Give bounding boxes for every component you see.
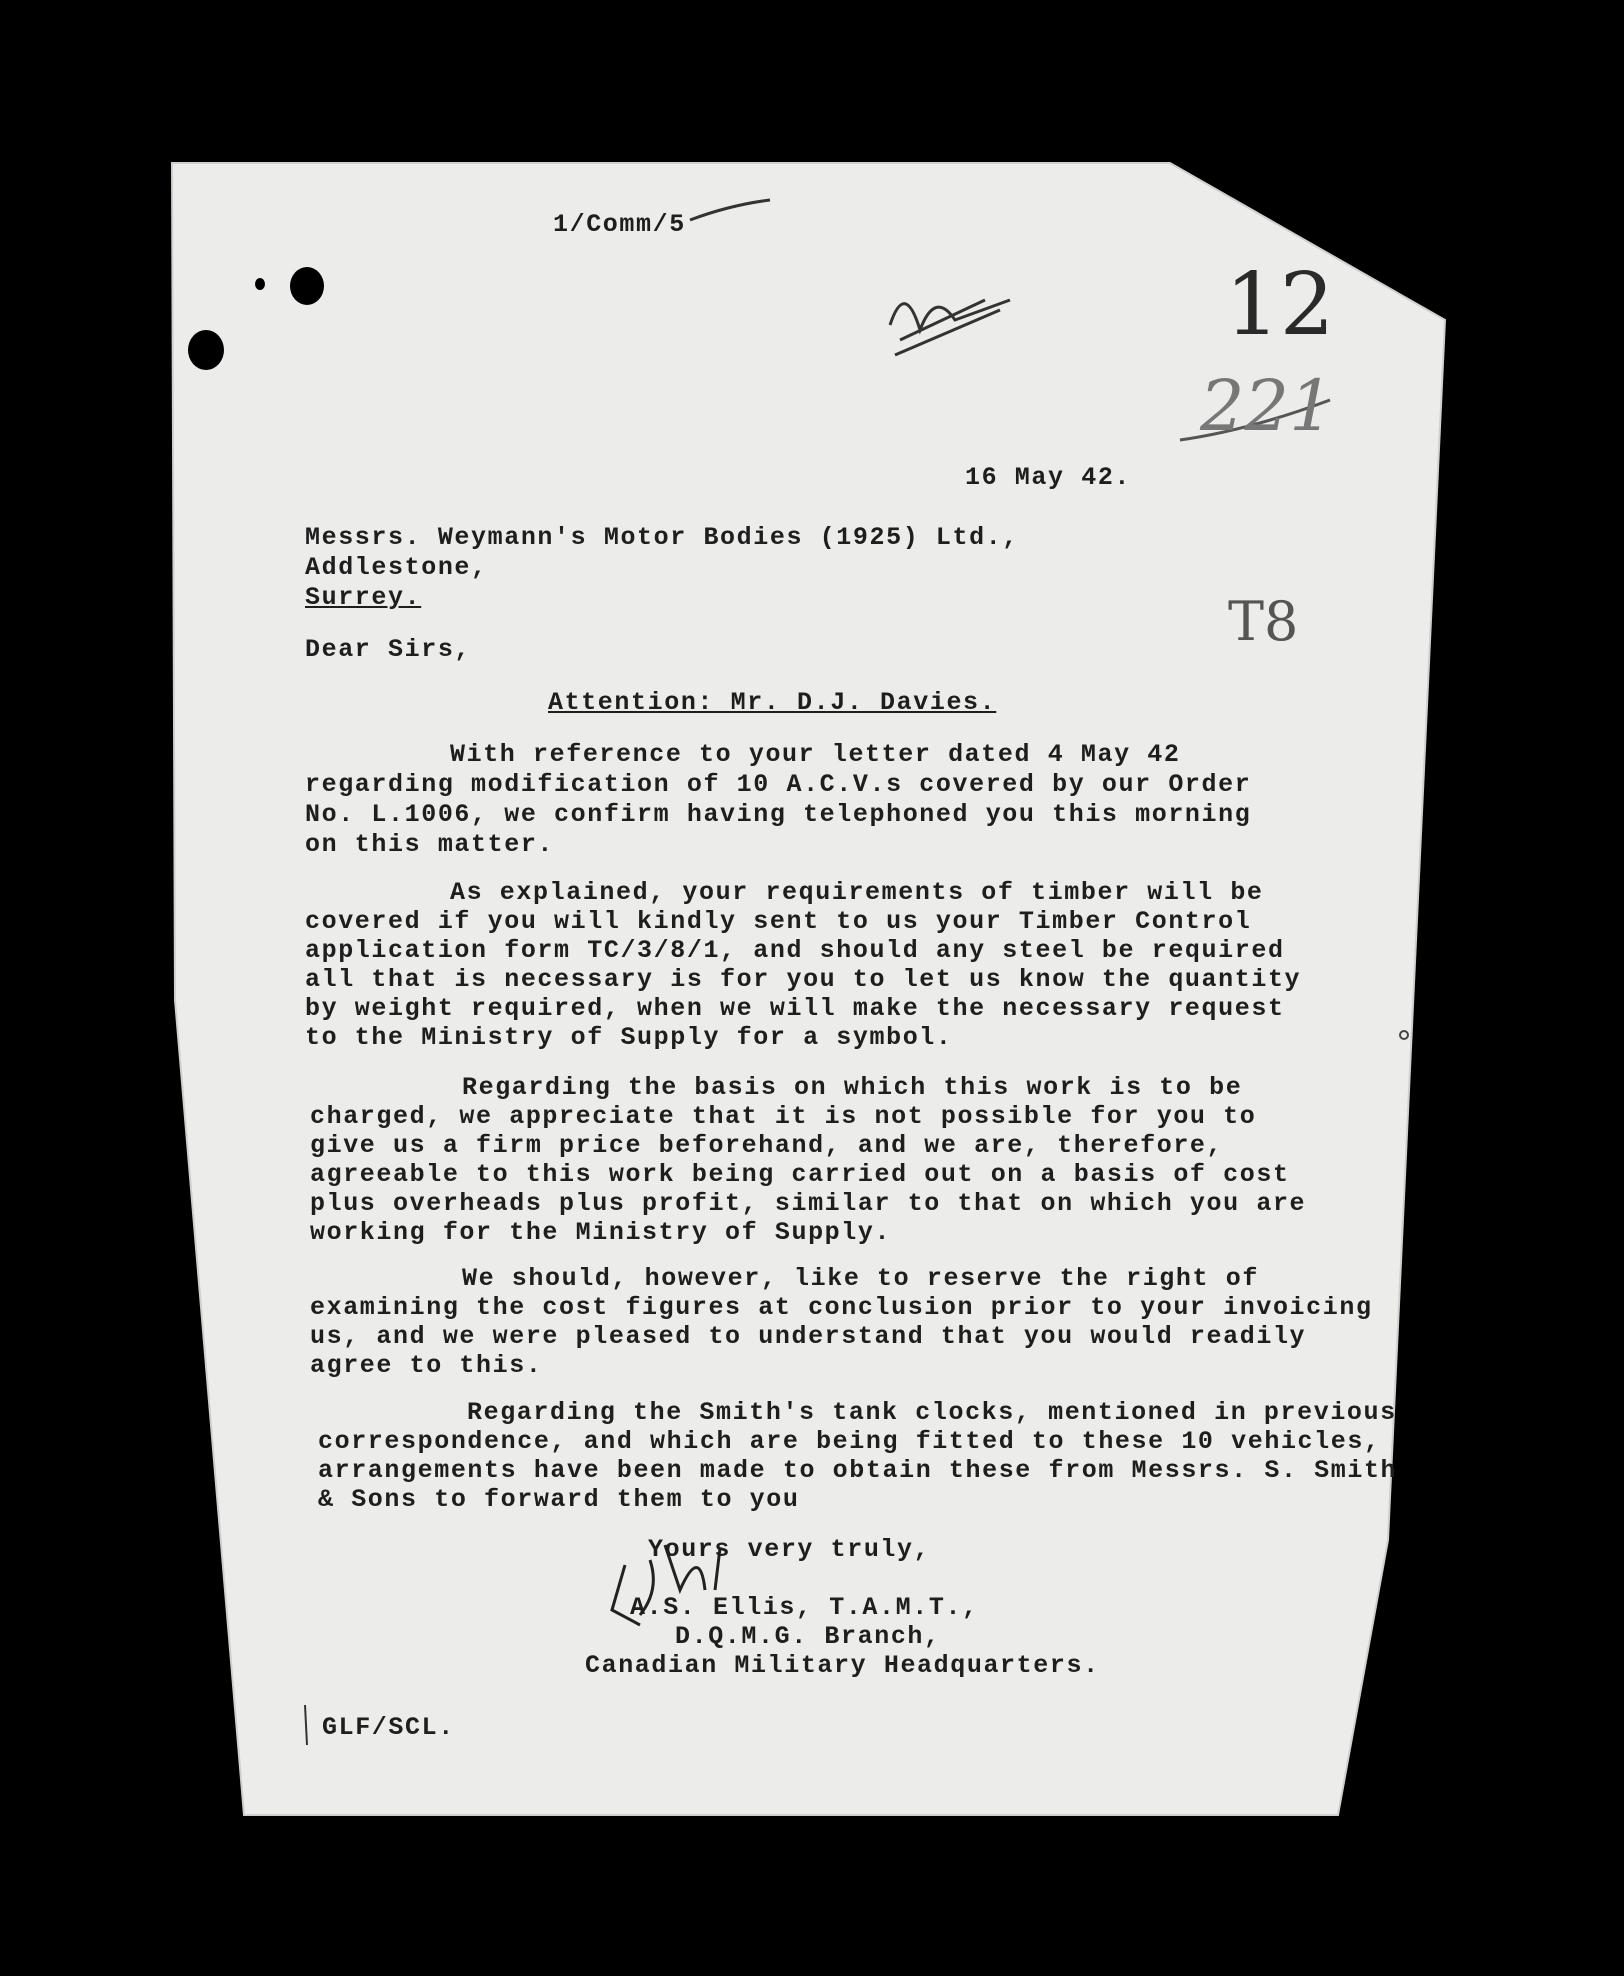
paragraph-line: plus overheads plus profit, similar to that on which you are bbox=[310, 1189, 1307, 1218]
reference-number: 1/Comm/5 bbox=[553, 210, 686, 239]
paragraph-line: by weight required, when we will make the necessary request bbox=[305, 994, 1285, 1023]
addressee-line: Messrs. Weymann's Motor Bodies (1925) Ltd., bbox=[305, 523, 1019, 552]
typist-reference: GLF/SCL. bbox=[322, 1713, 455, 1742]
paragraph-line: covered if you will kindly sent to us your Timber Control bbox=[305, 907, 1252, 936]
paragraph-line: With reference to your letter dated 4 May 42 bbox=[450, 740, 1181, 769]
letter-date: 16 May 42. bbox=[965, 463, 1132, 492]
punch-hole-small bbox=[255, 278, 265, 290]
paragraph-line: Regarding the basis on which this work is to be bbox=[462, 1073, 1243, 1102]
signature-line: Canadian Military Headquarters. bbox=[585, 1651, 1100, 1680]
handwritten-mark-t8: T8 bbox=[1228, 590, 1299, 653]
closing: Yours very truly, bbox=[648, 1535, 931, 1564]
signature-line: D.Q.M.G. Branch, bbox=[675, 1622, 941, 1651]
paragraph-line: agree to this. bbox=[310, 1351, 543, 1380]
paragraph-line: As explained, your requirements of timber will be bbox=[450, 878, 1264, 907]
handwritten-mark-221: 221 bbox=[1200, 365, 1334, 447]
addressee-line: Addlestone, bbox=[305, 553, 488, 582]
punch-hole bbox=[188, 330, 224, 370]
paragraph-line: regarding modification of 10 A.C.V.s covered by our Order bbox=[305, 770, 1252, 799]
paragraph-line: to the Ministry of Supply for a symbol. bbox=[305, 1023, 953, 1052]
paragraph-line: all that is necessary is for you to let us know the quantity bbox=[305, 965, 1302, 994]
signature-line: A.S. Ellis, T.A.M.T., bbox=[630, 1593, 979, 1622]
handwritten-mark-12: 12 bbox=[1225, 255, 1335, 355]
punch-hole bbox=[290, 267, 324, 305]
paragraph-line: Regarding the Smith's tank clocks, mentioned in previous bbox=[467, 1398, 1397, 1427]
paragraph-line: We should, however, like to reserve the right of bbox=[462, 1264, 1259, 1293]
paragraph-line: arrangements have been made to obtain these from Messrs. S. Smith bbox=[318, 1456, 1398, 1485]
paragraph-line: correspondence, and which are being fitted to these 10 vehicles, bbox=[318, 1427, 1381, 1456]
addressee-line: Surrey. bbox=[305, 583, 422, 612]
attention-line: Attention: Mr. D.J. Davies. bbox=[548, 688, 997, 717]
paragraph-line: & Sons to forward them to you bbox=[318, 1485, 800, 1514]
paragraph-line: examining the cost figures at conclusion prior to your invoicing bbox=[310, 1293, 1373, 1322]
paragraph-line: No. L.1006, we confirm having telephoned you this morning bbox=[305, 800, 1252, 829]
paragraph-line: give us a firm price beforehand, and we are, therefore, bbox=[310, 1131, 1224, 1160]
paragraph-line: working for the Ministry of Supply. bbox=[310, 1218, 892, 1247]
paragraph-line: charged, we appreciate that it is not possible for you to bbox=[310, 1102, 1257, 1131]
paragraph-line: agreeable to this work being carried out on a basis of cost bbox=[310, 1160, 1290, 1189]
paragraph-line: on this matter. bbox=[305, 830, 555, 859]
paragraph-line: us, and we were pleased to understand that you would readily bbox=[310, 1322, 1307, 1351]
paragraph-line: application form TC/3/8/1, and should any steel be required bbox=[305, 936, 1285, 965]
salutation: Dear Sirs, bbox=[305, 635, 472, 664]
